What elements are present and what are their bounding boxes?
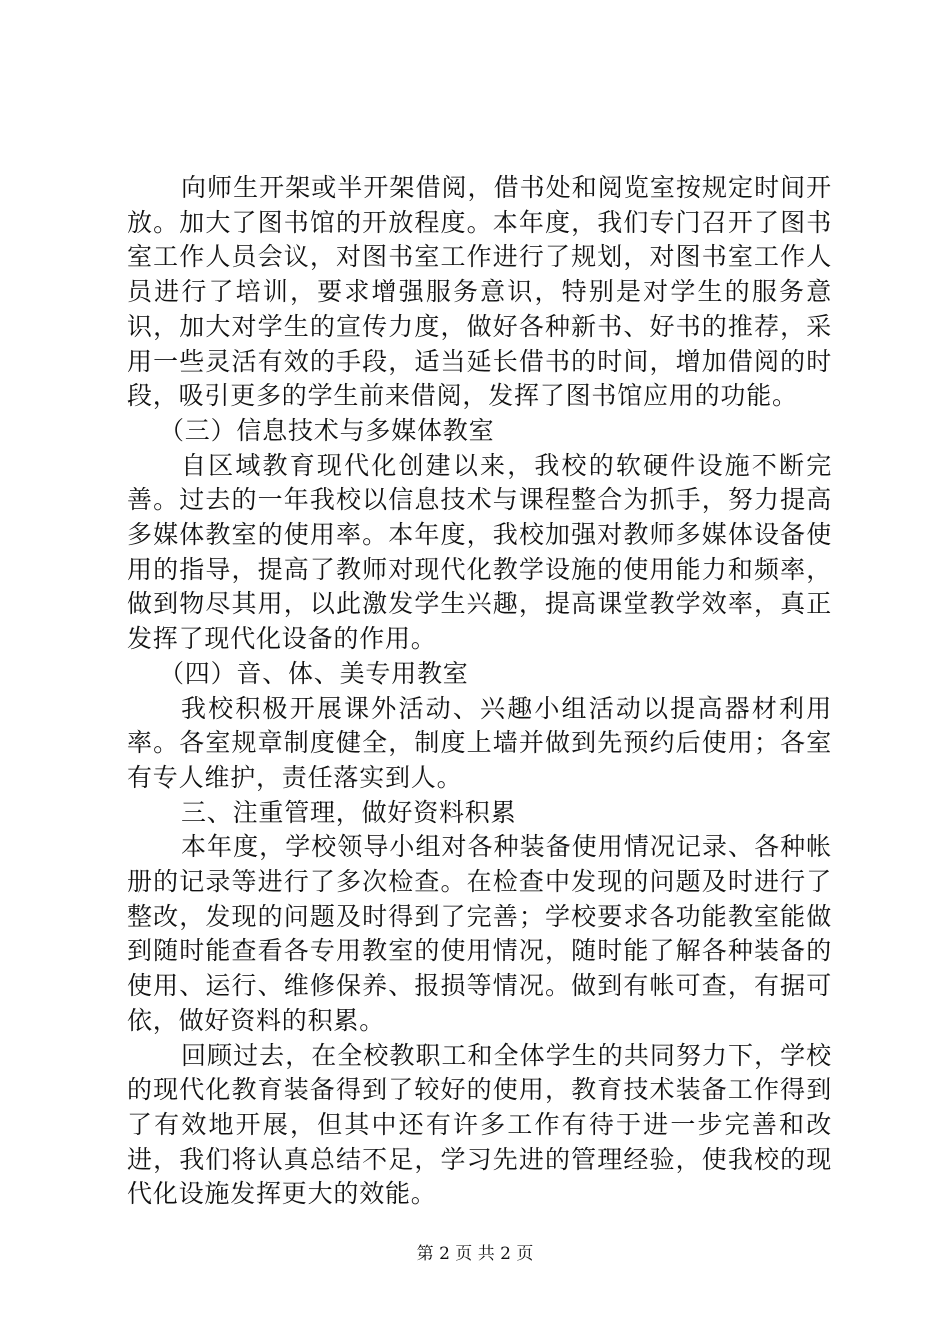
document-body <box>127 171 832 1212</box>
page-number-footer: 第 2 页 共 2 页 <box>416 1244 534 1264</box>
subheading-arts-classroom: （四）音、体、美专用教室 <box>159 658 469 688</box>
paragraph-arts: 我校积极开展课外活动、兴趣小组活动以提高器材利用率。各室规章制度健全，制度上墙并做到先预约后使用；各室有专人维护，责任落实到人。 <box>127 693 832 792</box>
subheading-multimedia-classroom: （三）信息技术与多媒体教室 <box>159 415 495 445</box>
paragraph-conclusion: 回顾过去，在全校教职工和全体学生的共同努力下，学校的现代化教育装备得到了较好的使用，教育技术装备工作得到了有效地开展，但其中还有许多工作有待于进一步完善和改进，我们将认真总结不足，学习先进的管理经验，使我校的现代化设施发挥更大的效能。 <box>127 1040 832 1209</box>
paragraph-multimedia: 自区域教育现代化创建以来，我校的软硬件设施不断完善。过去的一年我校以信息技术与课程整合为抓手，努力提高多媒体教室的使用率。本年度，我校加强对教师多媒体设备使用的指导，提高了教师对现代化教学设施的使用能力和频率，做到物尽其用，以此激发学生兴趣，提高课堂教学效率，真正发挥了现代化设备的作用。 <box>127 450 832 654</box>
paragraph-management: 本年度，学校领导小组对各种装备使用情况记录、各种帐册的记录等进行了多次检查。在检查中发现的问题及时进行了整改，发现的问题及时得到了完善；学校要求各功能教室能做到随时能查看各专用教室的使用情况，随时能了解各种装备的使用、运行、维修保养、报损等情况。做到有帐可查，有据可依，做好资料的积累。 <box>127 832 832 1035</box>
section-heading-management: 三、注重管理，做好资料积累 <box>181 797 517 827</box>
paragraph-library-lending: 向师生开架或半开架借阅，借书处和阅览室按规定时间开放。加大了图书馆的开放程度。本年度，我们专门召开了图书室工作人员会议，对图书室工作进行了规划，对图书室工作人员进行了培训，要求增强服务意识，特别是对学生的服务意识，加大对学生的宣传力度，做好各种新书、好书的推荐，采用一些灵活有效的手段，适当延长借书的时间，增加借阅的时段，吸引更多的学生前来借阅，发挥了图书馆应用的功能。 <box>127 173 832 411</box>
